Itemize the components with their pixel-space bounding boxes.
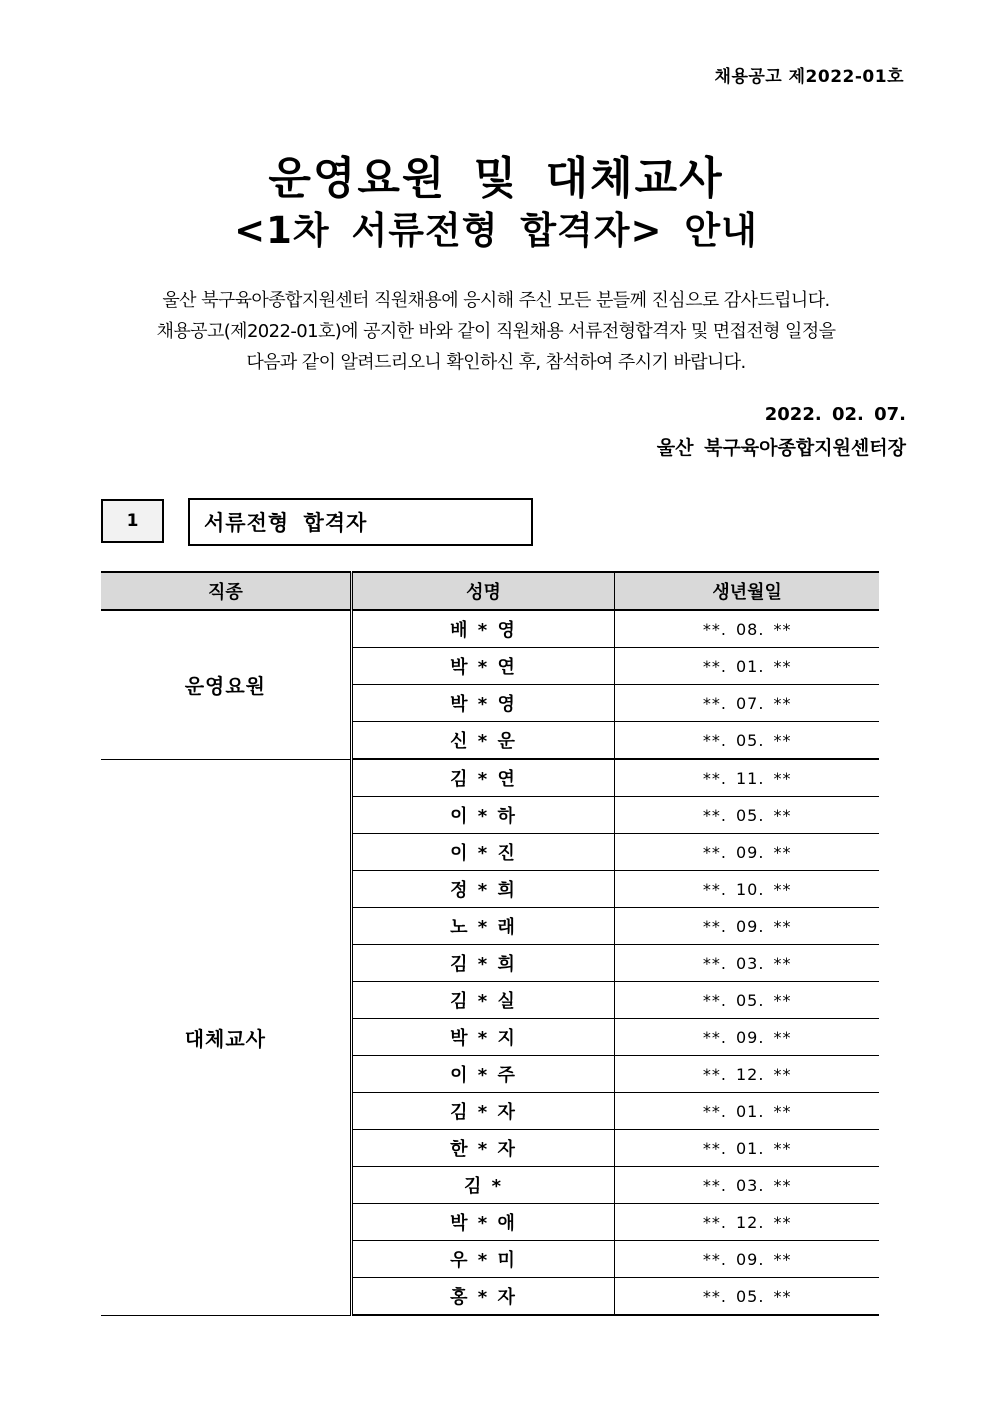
birth-date-cell: **. 09. ** xyxy=(615,834,879,871)
applicant-name-cell: 김 * 자 xyxy=(351,1093,615,1130)
page-subtitle: <1차 서류전형 합격자> 안내 xyxy=(234,209,758,252)
birth-date-cell: **. 03. ** xyxy=(615,945,879,982)
applicant-name-cell: 우 * 미 xyxy=(351,1241,615,1278)
birth-date-cell: **. 05. ** xyxy=(615,982,879,1019)
birth-date-cell: **. 10. ** xyxy=(615,871,879,908)
result-table xyxy=(101,571,879,1316)
section-title-box: 서류전형 합격자 xyxy=(188,498,533,546)
intro-line: 다음과 같이 알려드리오니 확인하신 후, 참석하여 주시기 바랍니다. xyxy=(246,352,746,373)
header-job: 직종 xyxy=(101,572,351,610)
birth-date-cell: **. 09. ** xyxy=(615,908,879,945)
job-category-cell: 운영요원 xyxy=(101,610,351,759)
birth-date-cell: **. 12. ** xyxy=(615,1056,879,1093)
birth-date-cell: **. 12. ** xyxy=(615,1204,879,1241)
applicant-name-cell: 홍 * 자 xyxy=(351,1278,615,1316)
header-birth: 생년월일 xyxy=(615,572,879,610)
applicant-name-cell: 박 * 영 xyxy=(351,685,615,722)
birth-date-cell: **. 09. ** xyxy=(615,1241,879,1278)
issuer-name: 울산 북구육아종합지원센터장 xyxy=(656,437,906,459)
birth-date-cell: **. 01. ** xyxy=(615,648,879,685)
birth-date-cell: **. 01. ** xyxy=(615,1130,879,1167)
applicant-name-cell: 박 * 지 xyxy=(351,1019,615,1056)
birth-date-cell: **. 11. ** xyxy=(615,759,879,797)
birth-date-cell: **. 07. ** xyxy=(615,685,879,722)
table-row xyxy=(101,759,879,797)
applicant-name-cell: 이 * 주 xyxy=(351,1056,615,1093)
header-name: 성명 xyxy=(351,572,615,610)
applicant-name-cell: 김 * xyxy=(351,1167,615,1204)
announcement-date: 2022. 02. 07. xyxy=(764,404,906,425)
applicant-name-cell: 김 * 희 xyxy=(351,945,615,982)
applicant-name-cell: 배 * 영 xyxy=(351,610,615,648)
applicant-name-cell: 신 * 운 xyxy=(351,722,615,760)
applicant-name-cell: 이 * 하 xyxy=(351,797,615,834)
applicant-name-cell: 정 * 희 xyxy=(351,871,615,908)
applicant-name-cell: 노 * 래 xyxy=(351,908,615,945)
birth-date-cell: **. 01. ** xyxy=(615,1093,879,1130)
intro-line: 울산 북구육아종합지원센터 직원채용에 응시해 주신 모든 분들께 진심으로 감사드립니다. xyxy=(162,290,830,311)
applicant-name-cell: 박 * 연 xyxy=(351,648,615,685)
intro-paragraph xyxy=(0,285,992,378)
section-number-box: 1 xyxy=(101,499,164,543)
birth-date-cell: **. 08. ** xyxy=(615,610,879,648)
birth-date-cell: **. 05. ** xyxy=(615,722,879,760)
applicant-name-cell: 김 * 연 xyxy=(351,759,615,797)
applicant-name-cell: 박 * 애 xyxy=(351,1204,615,1241)
table-header-row xyxy=(101,572,879,610)
intro-line: 채용공고(제2022-01호)에 공지한 바와 같이 직원채용 서류전형합격자 및 면접전형 일정을 xyxy=(156,321,836,342)
applicant-name-cell: 이 * 진 xyxy=(351,834,615,871)
birth-date-cell: **. 05. ** xyxy=(615,797,879,834)
birth-date-cell: **. 05. ** xyxy=(615,1278,879,1316)
job-category-cell: 대체교사 xyxy=(101,759,351,1315)
page-title: 운영요원 및 대체교사 xyxy=(268,153,724,204)
birth-date-cell: **. 09. ** xyxy=(615,1019,879,1056)
table-row xyxy=(101,610,879,648)
birth-date-cell: **. 03. ** xyxy=(615,1167,879,1204)
notice-number: 채용공고 제2022-01호 xyxy=(714,67,904,87)
applicant-name-cell: 김 * 실 xyxy=(351,982,615,1019)
applicant-name-cell: 한 * 자 xyxy=(351,1130,615,1167)
